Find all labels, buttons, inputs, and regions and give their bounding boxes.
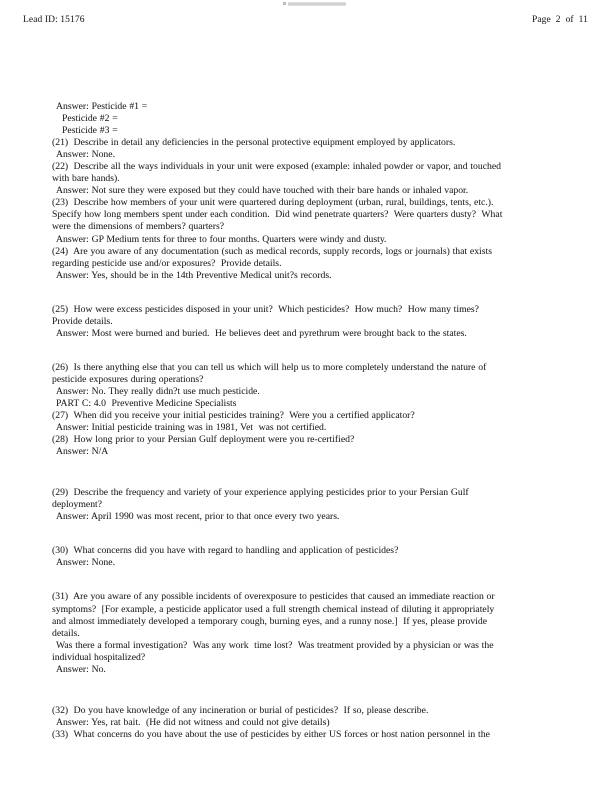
continuation-line: regarding pesticide use and/or exposures? Provide details. — [52, 257, 282, 269]
question-line: (25) How were excess pesticides disposed in your unit? Which pesticides? How much? How many times? — [52, 303, 479, 315]
sub-line: Pesticide #2 = — [62, 113, 118, 125]
qa-block-q22 — [52, 161, 514, 197]
answer-line: Answer: No. — [56, 663, 106, 675]
answer-line: Was there a formal investigation? Was any work time lost? Was treatment provided by a physician or was the — [56, 639, 494, 651]
continuation-line: were the dimensions of members? quarters? — [52, 221, 225, 233]
scan-speck-artifact — [283, 2, 286, 5]
question-line: (26) Is there anything else that you can tell us which will help us to more completely understand the nature of — [52, 361, 487, 373]
continuation-line: Provide details. — [52, 315, 113, 327]
answer-line: Answer: Initial pesticide training was in 1981, Vet was not certified. — [56, 422, 327, 434]
question-line: (33) What concerns do you have about the use of pesticides by either US forces or host nation personnel in the — [52, 728, 490, 740]
question-line: (21) Describe in detail any deficiencies in the personal protective equipment employed by applicators. — [52, 137, 456, 149]
question-line: (22) Describe all the ways individuals in your unit were exposed (example: inhaled powder or vapor, and touched — [52, 161, 501, 173]
scan-bar-artifact — [288, 2, 346, 6]
sub-line: Pesticide #3 = — [62, 125, 118, 137]
paragraph-spacer — [52, 523, 514, 545]
answer-line: Answer: Not sure they were exposed but they could have touched with their bare hands or inhaled vapor. — [56, 185, 469, 197]
qa-block-q30 — [52, 545, 514, 569]
page-indicator: Page 2 of 11 — [531, 15, 588, 25]
answer-line: Answer: GP Medium tents for three to four months. Quarters were windy and dusty. — [56, 233, 387, 245]
qa-block-q29 — [52, 487, 514, 523]
paragraph-spacer — [52, 340, 514, 362]
question-line: (23) Describe how members of your unit were quartered during deployment (urban, rural, buildings, tents, etc.). — [52, 197, 494, 209]
answer-line: PART C: 4.0 Preventive Medicine Specialists — [56, 397, 237, 409]
question-line: (30) What concerns did you have with regard to handling and application of pesticides? — [52, 545, 399, 557]
continuation-line: individual hospitalized? — [52, 651, 146, 663]
qa-block-q27 — [52, 410, 514, 434]
question-line: (24) Are you aware of any documentation (such as medical records, supply records, logs or journals) that exists — [52, 245, 492, 257]
continuation-line: with bare hands). — [52, 173, 120, 185]
qa-block-q31 — [52, 591, 514, 675]
answer-line: Answer: None. — [56, 149, 116, 161]
answer-line: Answer: April 1990 was most recent, prior to that once every two years. — [56, 511, 340, 523]
qa-block-q21 — [52, 137, 514, 161]
continuation-line: pesticide exposures during operations? — [52, 373, 204, 385]
qa-block-q28 — [52, 434, 514, 458]
answer-line: Answer: Yes, should be in the 14th Preventive Medical unit?s records. — [56, 269, 332, 281]
page-header — [0, 15, 611, 29]
answer-line: Answer: Yes, rat bait. (He did not witness and could not give details) — [56, 716, 330, 728]
qa-block-q26 — [52, 362, 514, 410]
question-line: (32) Do you have knowledge of any incineration or burial of pesticides? If so, please describe. — [52, 704, 429, 716]
qa-block-q32 — [52, 705, 514, 729]
continuation-line: symptoms? [For example, a pesticide applicator used a full strength chemical instead of diluting it appropriately — [52, 603, 495, 615]
question-line: (31) Are you aware of any possible incidents of overexposure to pesticides that caused an immediate reaction or — [52, 591, 495, 603]
question-line: (27) When did you receive your initial pesticides training? Were you a certified applicator? — [52, 410, 415, 422]
continuation-line: deployment? — [52, 499, 103, 511]
continuation-line: and almost immediately developed a temporary cough, burning eyes, and a runny nose.] If yes, please provide — [52, 615, 488, 627]
qa-block-q25 — [52, 304, 514, 340]
qa-block-q24 — [52, 246, 514, 282]
question-line: (28) How long prior to your Persian Gulf deployment were you re-certified? — [52, 434, 355, 446]
answer-line: Answer: No. They really didn?t use much pesticide. — [56, 385, 260, 397]
paragraph-spacer — [52, 569, 514, 591]
answer-line: Answer: N/A — [56, 446, 109, 458]
question-line: (29) Describe the frequency and variety of your experience applying pesticides prior to your Persian Gulf — [52, 487, 469, 499]
continuation-line: details. — [52, 627, 80, 639]
answer-line: Answer: Most were burned and buried. He believes deet and pyrethrum were brought back to the states. — [56, 327, 467, 339]
qa-block-q23 — [52, 197, 514, 245]
paragraph-spacer — [52, 458, 514, 487]
paragraph-spacer — [52, 282, 514, 304]
paragraph-spacer — [52, 676, 514, 705]
answer-line: Answer: None. — [56, 557, 116, 569]
answer-line: Answer: Pesticide #1 = — [56, 101, 148, 112]
document-body — [52, 101, 514, 741]
qa-block-pesticide-list — [52, 101, 514, 137]
qa-block-q33 — [52, 729, 514, 741]
lead-id-label: Lead ID: 15176 — [23, 15, 85, 25]
continuation-line: Specify how long members spent under each condition. Did wind penetrate quarters? Were quarters dusty? What — [52, 209, 503, 221]
